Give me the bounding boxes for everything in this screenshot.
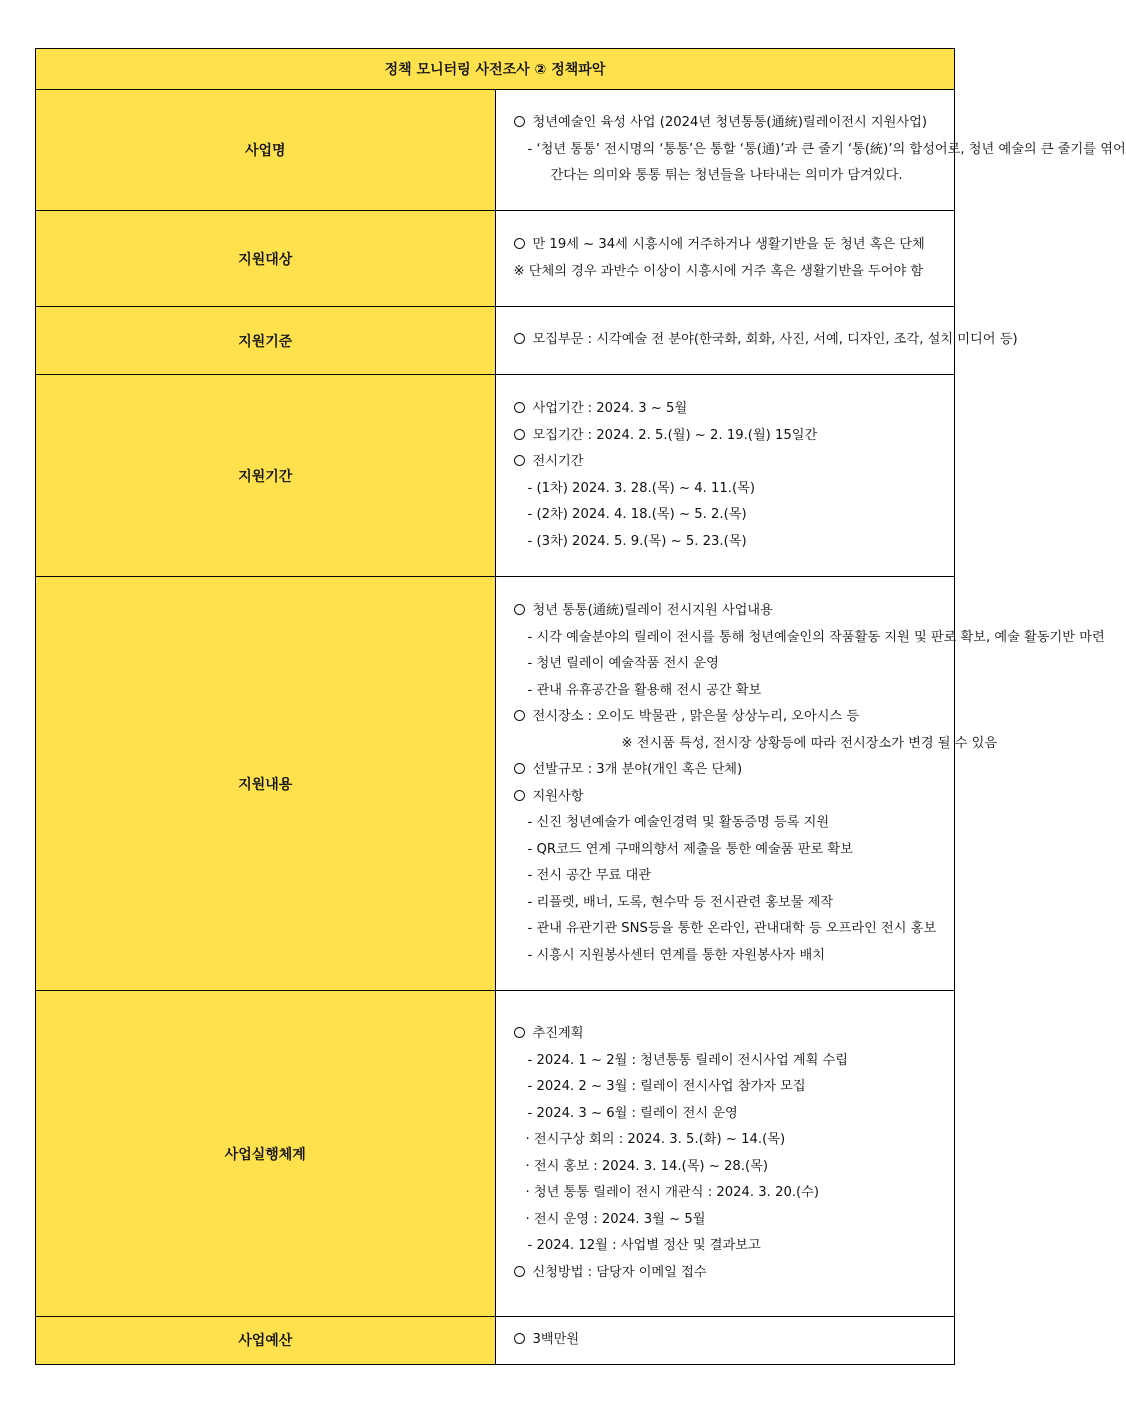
row-support-target <box>36 211 955 307</box>
sub-item: - 시흥시 지원봉사센터 연계를 통한 자원봉사자 배치 <box>527 947 825 963</box>
bullet-item <box>514 1327 935 1354</box>
bullet-text: 모집부문 : 시각예술 전 분야(한국화, 회화, 사진, 서예, 디자인, 조각, 설치 미디어 등) <box>532 332 1018 348</box>
bullet-item <box>514 704 935 731</box>
bullet-item <box>514 784 935 811</box>
sub-item: - 리플렛, 배너, 도록, 현수막 등 전시관련 홍보물 제작 <box>527 894 834 910</box>
label-support-criteria: 지원기준 <box>36 307 496 375</box>
bullet-text: 만 19세 ~ 34세 시흥시에 거주하거나 생활기반을 둔 청년 혹은 단체 <box>532 237 925 252</box>
continuation-line: 간다는 의미와 통통 튀는 청년들을 나타내는 의미가 담겨있다. <box>550 168 903 184</box>
sub-item: - 관내 유휴공간을 활용해 전시 공간 확보 <box>527 682 762 698</box>
bullet-item <box>514 757 935 784</box>
sub-item: - 청년 릴레이 예술작품 전시 운영 <box>527 656 719 671</box>
content-lines <box>496 386 955 565</box>
sub-item: - QR코드 연계 구매의향서 제출을 통한 예술품 판로 확보 <box>527 841 853 857</box>
sub-item: - 2024. 1 ~ 2월 : 청년통통 릴레이 전시사업 계획 수립 <box>527 1052 849 1068</box>
circle-bullet-icon <box>514 116 525 127</box>
policy-table <box>35 48 1126 1365</box>
circle-bullet-icon <box>514 1333 525 1344</box>
sub-item: - (3차) 2024. 5. 9.(목) ~ 5. 23.(목) <box>527 533 747 549</box>
bullet-text: 지원사항 <box>532 788 584 804</box>
circle-bullet-icon <box>514 333 525 344</box>
bullet-item <box>514 1260 935 1287</box>
row-execution-system <box>36 991 955 1317</box>
dot-item: · 전시 홍보 : 2024. 3. 14.(목) ~ 28.(목) <box>525 1158 769 1174</box>
bullet-text: 청년 통통(通統)릴레이 전시지원 사업내용 <box>532 603 773 618</box>
sub-item: - (1차) 2024. 3. 28.(목) ~ 4. 11.(목) <box>527 480 755 496</box>
content-lines <box>496 222 955 295</box>
content-lines <box>496 1317 955 1364</box>
bullet-text: 전시기간 <box>532 454 584 469</box>
bullet-item <box>514 396 935 423</box>
bullet-text: 모집기간 : 2024. 2. 5.(월) ~ 2. 19.(월) 15일간 <box>532 427 818 443</box>
bullet-item <box>514 110 935 137</box>
row-support-content <box>36 577 955 991</box>
circle-bullet-icon <box>514 455 525 466</box>
dot-item: · 청년 통통 릴레이 전시 개관식 : 2024. 3. 20.(수) <box>525 1185 820 1200</box>
label-project-name: 사업명 <box>36 90 496 211</box>
label-support-target: 지원대상 <box>36 211 496 307</box>
circle-bullet-icon <box>514 1027 525 1038</box>
bullet-text: 청년예술인 육성 사업 (2024년 청년통통(通統)릴레이전시 지원사업) <box>532 115 927 131</box>
content-execution-system <box>495 991 955 1317</box>
row-project-name <box>36 90 955 211</box>
circle-bullet-icon <box>514 429 525 440</box>
bullet-item <box>514 449 935 476</box>
sub-item: - 2024. 3 ~ 6월 : 릴레이 전시 운영 <box>527 1105 738 1121</box>
sub-item: - 신진 청년예술가 예술인경력 및 활동증명 등록 지원 <box>527 815 830 830</box>
bullet-item <box>514 1021 935 1048</box>
bullet-text: 전시장소 : 오이도 박물관 , 맑은물 상상누리, 오아시스 등 <box>532 709 860 724</box>
row-budget <box>36 1317 955 1365</box>
circle-bullet-icon <box>514 710 525 721</box>
content-lines <box>496 588 1105 979</box>
circle-bullet-icon <box>514 790 525 801</box>
sub-item: - (2차) 2024. 4. 18.(목) ~ 5. 2.(목) <box>527 507 747 522</box>
table-title: 정책 모니터링 사전조사 ② 정책파악 <box>36 49 955 90</box>
circle-bullet-icon <box>514 238 525 249</box>
sub-item: - ‘청년 통통’ 전시명의 ‘통통’은 통할 ‘통(通)’과 큰 줄기 ‘통(統)’의 합성어로, 청년 예술의 큰 줄기를 엮어 <box>527 141 1126 157</box>
title-row <box>36 49 955 90</box>
bullet-text: 사업기간 : 2024. 3 ~ 5월 <box>532 401 688 416</box>
circle-bullet-icon <box>514 604 525 615</box>
bullet-item <box>514 423 935 450</box>
dot-item: · 전시 운영 : 2024. 3월 ~ 5월 <box>525 1211 706 1227</box>
bullet-text: 3백만원 <box>532 1332 580 1347</box>
label-support-content: 지원내용 <box>36 577 496 991</box>
label-budget: 사업예산 <box>36 1317 496 1365</box>
sub-item: - 시각 예술분야의 릴레이 전시를 통해 청년예술인의 작품활동 지원 및 판로 확보, 예술 활동기반 마련 <box>527 629 1105 645</box>
bullet-text: 신청방법 : 담당자 이메일 접수 <box>532 1264 707 1280</box>
circle-bullet-icon <box>514 763 525 774</box>
sub-item: - 전시 공간 무료 대관 <box>527 868 651 883</box>
content-lines <box>496 1011 955 1296</box>
content-lines <box>496 100 1126 200</box>
content-support-target <box>495 211 955 307</box>
content-support-period <box>495 375 955 577</box>
content-support-content <box>495 577 1105 991</box>
content-lines <box>496 317 1018 364</box>
note-line: ※ 단체의 경우 과반수 이상이 시흥시에 거주 혹은 생활기반을 두어야 함 <box>513 263 924 279</box>
sub-item: - 2024. 12월 : 사업별 정산 및 결과보고 <box>527 1238 761 1253</box>
content-support-criteria <box>495 307 1018 375</box>
circle-bullet-icon <box>514 1266 525 1277</box>
content-project-name <box>495 90 1126 211</box>
row-support-criteria <box>36 307 955 375</box>
row-support-period <box>36 375 955 577</box>
bullet-item <box>514 327 1018 354</box>
label-execution-system: 사업실행체계 <box>36 991 496 1317</box>
circle-bullet-icon <box>514 402 525 413</box>
sub-item: - 관내 유관기관 SNS등을 통한 온라인, 관내대학 등 오프라인 전시 홍보 <box>527 921 937 936</box>
bullet-item <box>514 232 935 259</box>
bullet-text: 선발규모 : 3개 분야(개인 혹은 단체) <box>532 762 743 777</box>
dot-item: · 전시구상 회의 : 2024. 3. 5.(화) ~ 14.(목) <box>525 1132 786 1147</box>
sub-item: - 2024. 2 ~ 3월 : 릴레이 전시사업 참가자 모집 <box>527 1079 806 1094</box>
bullet-item <box>514 598 935 625</box>
note-line: ※ 전시품 특성, 전시장 상황등에 따라 전시장소가 변경 될 수 있음 <box>621 735 998 751</box>
label-support-period: 지원기간 <box>36 375 496 577</box>
bullet-text: 추진계획 <box>532 1026 584 1041</box>
content-budget <box>495 1317 955 1365</box>
